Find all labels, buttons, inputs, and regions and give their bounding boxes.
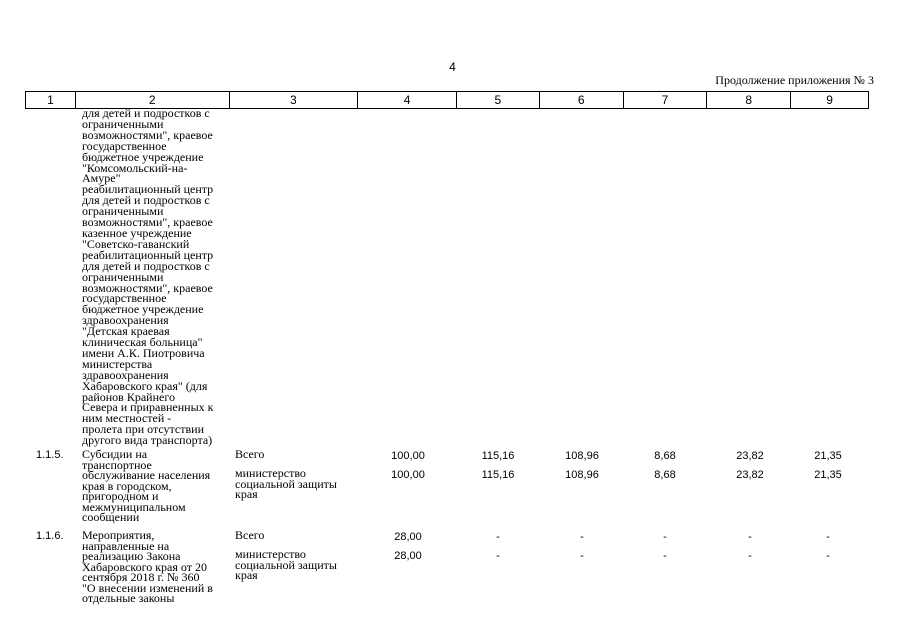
appendix-continuation-note: Продолжение приложения № 3 xyxy=(715,73,874,87)
value-col-7: 8,68 xyxy=(654,469,676,481)
row-description: Субсидии на транспортное обслуживание населения края в городском, пригородном и межмуниципальном сообщении xyxy=(82,447,211,524)
value-col-8: - xyxy=(748,550,752,562)
value-col-7: - xyxy=(663,531,667,543)
continued-cell-text: для детей и подростков с ограниченными возможностями", краевое государственное бюджетное учреждение "Комсомольский-на- Амуре" реабилитационный центр для детей и подростков с ограниченными возможностями", краевое казенное учреждение "Советско-гаванский реабилитационный центр для детей и подростков с ограниченными возможностями", краевое государственное бюджетное учреждение здравоохранения "Детская краевая клиническая больница" имени А.К. Пиотровича министерства здравоохранения Хабаровского края" (для районов Крайнего Севера и приравненных к ним местностей - пролета при отсутствии другого вида транспорта) xyxy=(82,106,214,448)
value-col-9: - xyxy=(826,531,830,543)
value-col-8: 23,82 xyxy=(736,469,764,481)
column-header-8: 8 xyxy=(707,92,791,108)
subrow-label: Всего xyxy=(235,447,265,461)
subrow-label: Всего xyxy=(235,528,265,542)
value-col-6: - xyxy=(580,550,584,562)
value-col-4: 100,00 xyxy=(391,450,425,462)
subrow-label: министерство социальной защиты края xyxy=(235,547,337,582)
value-col-9: 21,35 xyxy=(814,469,842,481)
page-number: 4 xyxy=(449,60,456,74)
value-col-8: - xyxy=(748,531,752,543)
value-col-4: 28,00 xyxy=(394,531,422,543)
value-col-6: - xyxy=(580,531,584,543)
column-header-5: 5 xyxy=(457,92,540,108)
value-col-8: 23,82 xyxy=(736,450,764,462)
value-col-7: - xyxy=(663,550,667,562)
column-header-3: 3 xyxy=(230,92,359,108)
value-col-7: 8,68 xyxy=(654,450,676,462)
row-number: 1.1.5. xyxy=(36,449,64,461)
column-header-6: 6 xyxy=(540,92,624,108)
column-header-9: 9 xyxy=(826,93,833,107)
column-header-4: 4 xyxy=(358,92,457,108)
column-header-2: 2 xyxy=(76,92,230,108)
value-col-6: 108,96 xyxy=(565,469,599,481)
value-col-6: 108,96 xyxy=(565,450,599,462)
value-col-4: 28,00 xyxy=(394,550,422,562)
row-number: 1.1.6. xyxy=(36,530,64,542)
value-col-5: - xyxy=(496,550,500,562)
row-description: Мероприятия, направленные на реализацию Закона Хабаровского края от 20 сентября 2018 г. № 360 "О внесении изменений в отдельные законы xyxy=(82,528,213,605)
value-col-5: 115,16 xyxy=(481,450,515,462)
subrow-label: министерство социальной защиты края xyxy=(235,466,337,501)
value-col-4: 100,00 xyxy=(391,469,425,481)
value-col-9: 21,35 xyxy=(814,450,842,462)
value-col-5: - xyxy=(496,531,500,543)
value-col-9: - xyxy=(826,550,830,562)
column-header-7: 7 xyxy=(624,92,708,108)
value-col-5: 115,16 xyxy=(481,469,515,481)
column-header-1: 1 xyxy=(26,92,76,108)
